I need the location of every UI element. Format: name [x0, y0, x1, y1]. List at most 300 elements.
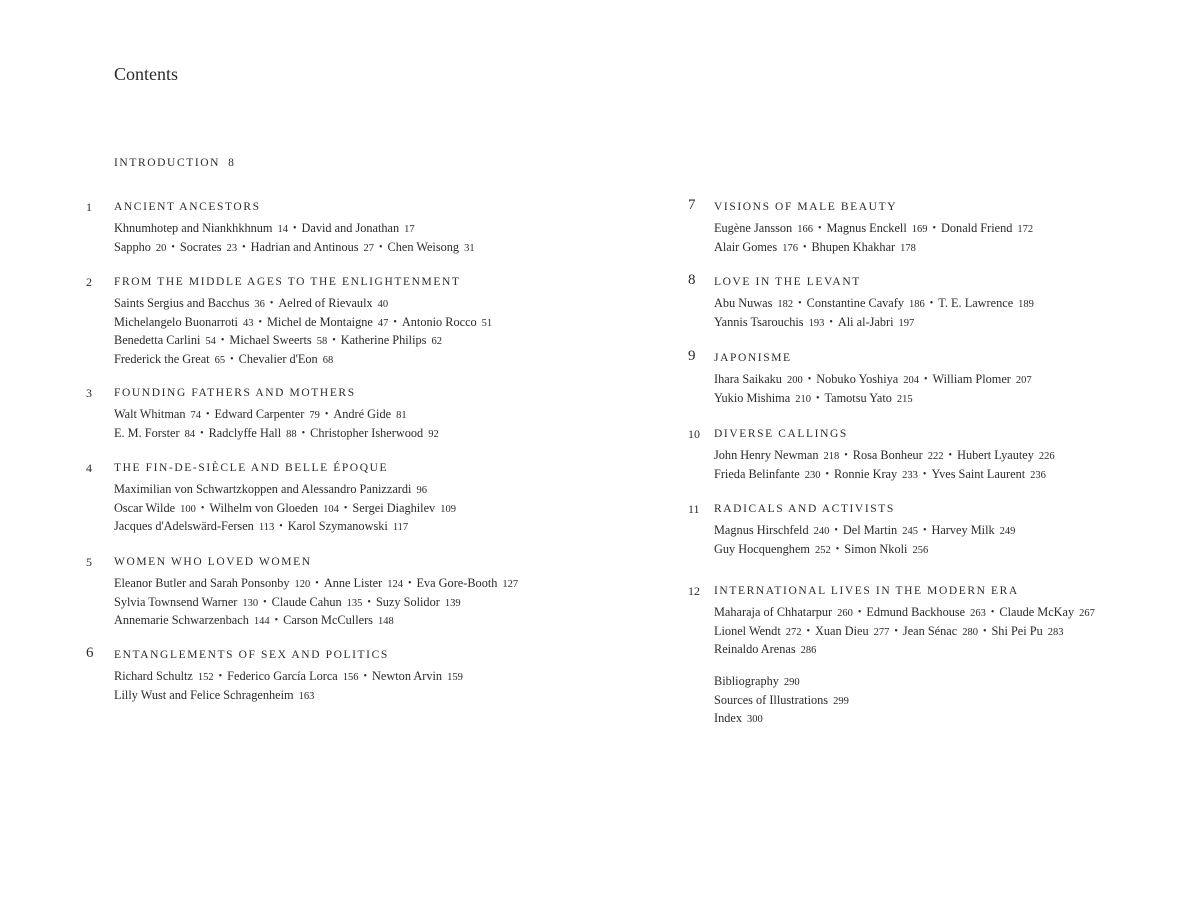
entry-page: 23	[226, 242, 238, 254]
entry-name: Anne Lister	[323, 576, 383, 590]
entry-page: 200	[786, 375, 803, 386]
entry-line	[114, 425, 520, 444]
entry-name: Carson McCullers	[283, 613, 373, 628]
chapter-title[interactable]: RADICALS AND ACTIVISTS	[714, 503, 895, 515]
toc-entry[interactable]	[714, 605, 853, 619]
intro-label: INTRODUCTION	[114, 157, 221, 169]
bullet-separator: •	[200, 502, 205, 514]
chapter-entries	[714, 295, 1120, 332]
entry-page: 113	[258, 522, 275, 534]
chapter-entries	[114, 481, 520, 537]
toc-entry[interactable]	[267, 315, 388, 329]
entry-name: Aelred of Rievaulx	[278, 296, 373, 310]
entry-page: 186	[909, 299, 925, 310]
back-matter-entry[interactable]	[714, 673, 849, 692]
bullet-separator: •	[802, 241, 807, 253]
entry-page: 245	[902, 526, 918, 537]
chapter-title[interactable]: THE FIN-DE-SIÈCLE AND BELLE ÉPOQUE	[114, 462, 389, 474]
entry-name: Eugène Jansson	[714, 221, 793, 235]
entry-name: Alair Gomes	[714, 239, 778, 254]
entry-line	[114, 220, 520, 239]
entry-page: 58	[316, 336, 328, 348]
entry-line	[714, 604, 1120, 623]
bullet-separator: •	[324, 409, 329, 420]
entry-line	[714, 623, 1120, 642]
chapter-entries	[714, 604, 1120, 660]
entry-name: Rosa Bonheur	[852, 448, 923, 462]
entry-name: Constantine Cavafy	[806, 296, 905, 310]
bullet-separator: •	[948, 450, 953, 461]
entry-line	[114, 687, 520, 706]
entry-page: 240	[813, 526, 830, 537]
entry-name: Eva Gore-Booth	[416, 576, 498, 590]
chapter-number: 12	[688, 584, 700, 598]
entry-name: Lionel Wendt	[714, 623, 781, 638]
entry-page: 31	[464, 242, 475, 254]
toc-entry[interactable]	[341, 333, 442, 347]
entry-name: Christopher Isherwood	[310, 425, 424, 440]
entry-page: 178	[900, 242, 916, 254]
bullet-separator: •	[332, 335, 336, 347]
entry-name: Oscar Wilde	[114, 500, 176, 515]
back-matter-entry[interactable]	[714, 710, 849, 729]
entry-page: 233	[902, 469, 918, 481]
entry-page: 222	[927, 451, 944, 462]
chapter-section	[600, 584, 1120, 660]
entry-page: 65	[214, 354, 226, 366]
entry-page: 51	[481, 317, 493, 329]
toc-entry[interactable]	[215, 407, 320, 421]
entry-name: Wilhelm von Gloeden	[209, 500, 319, 515]
chapter-entries	[114, 575, 520, 631]
bullet-separator: •	[301, 427, 306, 439]
chapter-title[interactable]: FOUNDING FATHERS AND MOTHERS	[114, 387, 356, 399]
entry-name: Sylvia Townsend Warner	[114, 594, 238, 609]
back-matter	[714, 673, 849, 729]
entry-page: 144	[253, 616, 270, 628]
chapter-section	[600, 272, 1120, 332]
entry-page: 96	[416, 485, 427, 496]
toc-entry[interactable]	[114, 240, 166, 254]
entry-page: 139	[444, 597, 461, 609]
entry-name: Ihara Saikaku	[714, 372, 782, 386]
entry-page: 100	[180, 503, 196, 515]
entry-page: 159	[447, 672, 463, 683]
chapter-title[interactable]: VISIONS OF MALE BEAUTY	[714, 201, 898, 213]
entry-page: 204	[903, 375, 919, 386]
entry-name: Bhupen Khakhar	[811, 239, 896, 254]
entry-page: 226	[1038, 451, 1055, 462]
chapter-number: 8	[688, 272, 696, 288]
toc-entry[interactable]	[807, 296, 925, 310]
intro-entry[interactable]	[114, 157, 234, 169]
toc-entry[interactable]	[853, 448, 944, 462]
chapter-title[interactable]: ENTANGLEMENTS OF SEX AND POLITICS	[114, 649, 389, 661]
toc-entry[interactable]	[288, 519, 408, 533]
entry-page: 263	[970, 608, 986, 619]
entry-name: Michel de Montaigne	[266, 314, 373, 329]
toc-entry[interactable]	[931, 523, 1015, 537]
entry-page: 120	[294, 579, 311, 590]
toc-entry[interactable]	[714, 467, 820, 481]
bullet-separator: •	[230, 353, 234, 365]
bullet-separator: •	[343, 502, 348, 514]
entry-line	[114, 481, 520, 500]
toc-entry[interactable]	[416, 576, 518, 590]
entry-line	[114, 239, 520, 258]
entry-name: Ali al-Jabri	[837, 314, 894, 329]
entry-line	[114, 295, 520, 314]
entry-name: Frederick the Great	[114, 351, 210, 366]
entry-line	[714, 541, 1120, 560]
bullet-separator: •	[932, 223, 937, 234]
chapter-section	[0, 200, 520, 257]
toc-entry[interactable]	[815, 624, 889, 638]
entry-name: Khnumhotep and Niankhkhnum	[114, 221, 273, 235]
entry-page: 79	[309, 410, 320, 421]
bullet-separator: •	[835, 543, 840, 555]
entry-name: Claude Cahun	[271, 594, 342, 609]
entry-line	[714, 239, 1120, 258]
entry-line	[714, 295, 1120, 314]
entry-name: Maharaja of Chhatarpur	[714, 605, 833, 619]
entry-page: 286	[800, 645, 817, 657]
entry-name: Edmund Backhouse	[866, 605, 966, 619]
entry-page: 130	[242, 597, 259, 609]
entry-name: Michelangelo Buonarroti	[114, 314, 238, 329]
entry-page: 62	[431, 336, 442, 348]
chapter-section	[0, 645, 520, 705]
entry-name: Katherine Philips	[340, 333, 427, 348]
toc-entry[interactable]	[931, 467, 1045, 481]
entry-name: Jean Sénac	[902, 623, 958, 638]
entry-page: 88	[286, 428, 297, 440]
toc-entry[interactable]	[714, 448, 839, 462]
entry-name: Antonio Rocco	[401, 314, 477, 329]
entry-name: John Henry Newman	[714, 448, 819, 462]
toc-entry[interactable]	[114, 482, 427, 496]
entry-page: 193	[808, 317, 825, 329]
entry-page: 230	[804, 469, 821, 481]
toc-entry[interactable]	[834, 467, 918, 481]
toc-entry[interactable]	[843, 523, 918, 537]
toc-entry[interactable]	[209, 501, 339, 515]
entry-page: 104	[323, 503, 339, 515]
toc-entry[interactable]	[903, 624, 978, 638]
entry-name: Michael Sweerts	[229, 333, 312, 348]
entry-name: Nobuko Yoshiya	[816, 372, 899, 386]
bullet-separator: •	[829, 316, 833, 328]
toc-entry[interactable]	[310, 426, 439, 440]
chapter-entries	[714, 447, 1120, 484]
toc-entry[interactable]	[209, 426, 297, 440]
bullet-separator: •	[269, 298, 274, 309]
entry-line	[114, 332, 520, 351]
toc-entry[interactable]	[991, 624, 1063, 638]
entry-page: 84	[184, 428, 196, 440]
toc-entry[interactable]	[402, 315, 492, 329]
chapter-number: 9	[688, 348, 696, 364]
toc-entry[interactable]	[251, 240, 374, 254]
entry-line	[714, 390, 1120, 409]
chapter-number: 1	[86, 200, 92, 214]
entry-name: Saints Sergius and Bacchus	[114, 296, 250, 310]
toc-entry[interactable]	[826, 221, 927, 235]
toc-entry[interactable]	[114, 519, 274, 533]
entry-page: 197	[898, 317, 915, 329]
bullet-separator: •	[279, 521, 283, 533]
bullet-separator: •	[292, 223, 297, 234]
toc-entry[interactable]	[941, 221, 1033, 235]
chapter-number: 4	[86, 461, 92, 475]
bullet-separator: •	[242, 241, 246, 253]
chapter-number: 3	[86, 386, 92, 400]
toc-entry[interactable]	[180, 240, 237, 254]
chapter-number: 2	[86, 275, 92, 289]
entry-name: William Plomer	[932, 372, 1011, 386]
toc-entry[interactable]	[283, 613, 394, 627]
bullet-separator: •	[200, 427, 204, 439]
entry-name: Annemarie Schwarzenbach	[114, 613, 249, 628]
entry-name: Edward Carpenter	[214, 407, 305, 421]
entry-page: 17	[404, 224, 415, 235]
toc-entry[interactable]	[114, 669, 214, 683]
chapter-entries	[114, 295, 520, 369]
entry-page: 117	[392, 522, 409, 534]
entry-page: 280	[962, 626, 978, 638]
toc-entry[interactable]	[333, 407, 406, 421]
entry-line	[714, 371, 1120, 390]
toc-entry[interactable]	[229, 333, 327, 347]
chapter-title[interactable]: INTERNATIONAL LIVES IN THE MODERN ERA	[714, 585, 1019, 597]
entry-name: André Gide	[333, 407, 392, 421]
entry-page: 68	[322, 354, 334, 366]
toc-entry[interactable]	[714, 523, 829, 537]
toc-entry[interactable]	[932, 372, 1031, 386]
entry-page: 54	[205, 336, 216, 348]
entry-name: Tamotsu Yato	[824, 390, 892, 405]
toc-entry[interactable]	[811, 240, 915, 254]
toc-entry[interactable]	[714, 391, 811, 405]
bullet-separator: •	[274, 615, 279, 627]
entry-name: Sources of Illustrations	[714, 692, 829, 707]
entry-name: Maximilian von Schwartzkoppen and Alessandro Panizzardi	[114, 482, 412, 496]
toc-entry[interactable]	[714, 315, 824, 329]
toc-entry[interactable]	[114, 352, 225, 366]
entry-page: 207	[1015, 375, 1032, 386]
toc-entry[interactable]	[714, 372, 803, 386]
bullet-separator: •	[922, 468, 927, 480]
toc-entry[interactable]	[866, 605, 985, 619]
toc-entry[interactable]	[114, 426, 195, 440]
bullet-separator: •	[857, 607, 862, 618]
toc-entry[interactable]	[114, 221, 288, 235]
entry-page: 74	[190, 410, 202, 421]
entry-name: Simon Nkoli	[844, 541, 908, 556]
entry-name: Hubert Lyautey	[957, 448, 1034, 462]
entry-page: 148	[377, 616, 394, 628]
toc-entry[interactable]	[844, 542, 928, 556]
toc-entry[interactable]	[816, 372, 919, 386]
entry-name: Ronnie Kray	[833, 466, 898, 481]
toc-entry[interactable]	[114, 315, 253, 329]
bullet-separator: •	[806, 625, 811, 637]
entry-line	[714, 314, 1120, 333]
entry-line	[714, 447, 1120, 466]
back-matter-entry[interactable]	[714, 692, 849, 711]
bullet-separator: •	[929, 298, 934, 309]
entry-name: David and Jonathan	[301, 221, 400, 235]
toc-entry[interactable]	[714, 642, 816, 656]
entry-page: 172	[1017, 224, 1034, 235]
entry-name: Harvey Milk	[931, 523, 995, 537]
chapter-section	[0, 275, 520, 369]
entry-name: Del Martin	[842, 523, 898, 537]
chapter-entries	[714, 220, 1120, 257]
toc-entry[interactable]	[114, 595, 258, 609]
entry-name: Federico García Lorca	[227, 669, 338, 683]
bullet-separator: •	[263, 596, 267, 608]
entry-name: Hadrian and Antinous	[250, 239, 359, 254]
entry-name: Yves Saint Laurent	[931, 466, 1026, 481]
toc-entry[interactable]	[376, 595, 461, 609]
bullet-separator: •	[367, 596, 371, 608]
entry-name: Index	[714, 711, 742, 726]
bullet-separator: •	[825, 468, 829, 480]
chapter-section	[600, 197, 1120, 257]
entry-name: T. E. Lawrence	[938, 296, 1014, 310]
entry-page: 249	[999, 526, 1016, 537]
entry-page: 27	[363, 242, 375, 254]
toc-entry[interactable]	[114, 296, 265, 310]
toc-entry[interactable]	[714, 221, 813, 235]
entry-page: 189	[1018, 299, 1034, 310]
entry-line	[114, 406, 520, 425]
toc-entry[interactable]	[999, 605, 1095, 619]
entry-line	[714, 220, 1120, 239]
entry-name: Xuan Dieu	[815, 623, 869, 638]
chapter-title[interactable]: FROM THE MIDDLE AGES TO THE ENLIGHTENMENT	[114, 276, 461, 288]
toc-entry[interactable]	[324, 576, 403, 590]
chapter-title[interactable]: DIVERSE CALLINGS	[714, 428, 848, 440]
toc-entry[interactable]	[388, 240, 475, 254]
entry-page: 127	[502, 579, 519, 590]
toc-entry[interactable]	[114, 576, 310, 590]
chapter-section	[0, 386, 520, 443]
entry-line	[714, 641, 1120, 660]
page-title: Contents	[114, 64, 179, 84]
entry-name: Jacques d'Adelswärd-Fersen	[114, 519, 254, 534]
bullet-separator: •	[798, 298, 802, 309]
toc-entry[interactable]	[302, 221, 415, 235]
intro-page: 8	[228, 157, 234, 169]
bullet-separator: •	[206, 409, 210, 420]
entry-name: Walt Whitman	[114, 407, 186, 421]
toc-entry[interactable]	[372, 669, 463, 683]
toc-entry[interactable]	[278, 296, 388, 310]
bullet-separator: •	[844, 450, 848, 461]
toc-entry[interactable]	[114, 501, 196, 515]
chapter-title[interactable]: JAPONISME	[714, 352, 792, 364]
entry-line	[114, 500, 520, 519]
entry-name: Guy Hocquenghem	[714, 541, 810, 556]
chapter-title[interactable]: ANCIENT ANCESTORS	[114, 201, 261, 213]
toc-entry[interactable]	[714, 542, 831, 556]
bullet-separator: •	[834, 525, 838, 536]
bullet-separator: •	[982, 625, 987, 637]
bullet-separator: •	[218, 671, 223, 682]
entry-name: Sappho	[114, 239, 151, 254]
toc-entry[interactable]	[714, 624, 802, 638]
toc-entry[interactable]	[272, 595, 363, 609]
chapter-title[interactable]: LOVE IN THE LEVANT	[714, 276, 861, 288]
entry-page: 43	[242, 317, 254, 329]
entry-name: Eleanor Butler and Sarah Ponsonby	[114, 576, 290, 590]
toc-entry[interactable]	[114, 688, 314, 702]
entry-page: 163	[298, 690, 315, 702]
chapter-number: 11	[688, 502, 700, 516]
entry-page: 218	[823, 451, 840, 462]
toc-entry[interactable]	[824, 391, 912, 405]
bullet-separator: •	[894, 625, 898, 637]
toc-entry[interactable]	[239, 352, 334, 366]
chapter-section	[600, 427, 1120, 484]
entry-name: Karol Szymanowski	[287, 519, 388, 534]
toc-entry[interactable]	[957, 448, 1055, 462]
entry-page: 283	[1047, 626, 1064, 638]
toc-entry[interactable]	[114, 613, 270, 627]
toc-entry[interactable]	[838, 315, 914, 329]
bullet-separator: •	[817, 223, 822, 234]
toc-entry[interactable]	[114, 407, 201, 421]
entry-name: Frieda Belinfante	[714, 466, 800, 481]
entry-name: Magnus Enckell	[826, 221, 907, 235]
entry-name: Newton Arvin	[372, 669, 443, 683]
toc-entry[interactable]	[114, 333, 216, 347]
toc-entry[interactable]	[227, 669, 358, 683]
entry-name: Reinaldo Arenas	[714, 642, 796, 657]
entry-page: 36	[254, 299, 265, 310]
entry-line	[714, 522, 1120, 541]
bullet-separator: •	[923, 374, 928, 385]
entry-page: 152	[197, 672, 214, 683]
chapter-title[interactable]: WOMEN WHO LOVED WOMEN	[114, 556, 312, 568]
entry-line	[114, 594, 520, 613]
bullet-separator: •	[363, 671, 368, 682]
entry-page: 252	[814, 544, 831, 556]
toc-entry[interactable]	[714, 240, 798, 254]
toc-entry[interactable]	[714, 296, 793, 310]
entry-page: 267	[1079, 608, 1095, 619]
bullet-separator: •	[315, 578, 319, 589]
bullet-separator: •	[922, 525, 927, 536]
bullet-separator: •	[393, 316, 397, 328]
entry-name: Abu Nuwas	[714, 296, 773, 310]
entry-page: 124	[387, 579, 403, 590]
toc-entry[interactable]	[352, 501, 456, 515]
bullet-separator: •	[379, 241, 383, 253]
entry-page: 176	[782, 242, 798, 254]
chapter-entries	[114, 668, 520, 705]
entry-name: Donald Friend	[941, 221, 1013, 235]
entry-page: 299	[833, 695, 849, 707]
entry-line	[114, 668, 520, 687]
entry-page: 40	[377, 299, 389, 310]
entry-page: 156	[342, 672, 359, 683]
entry-name: Magnus Hirschfeld	[714, 523, 809, 537]
entry-line	[714, 466, 1120, 485]
toc-entry[interactable]	[938, 296, 1034, 310]
